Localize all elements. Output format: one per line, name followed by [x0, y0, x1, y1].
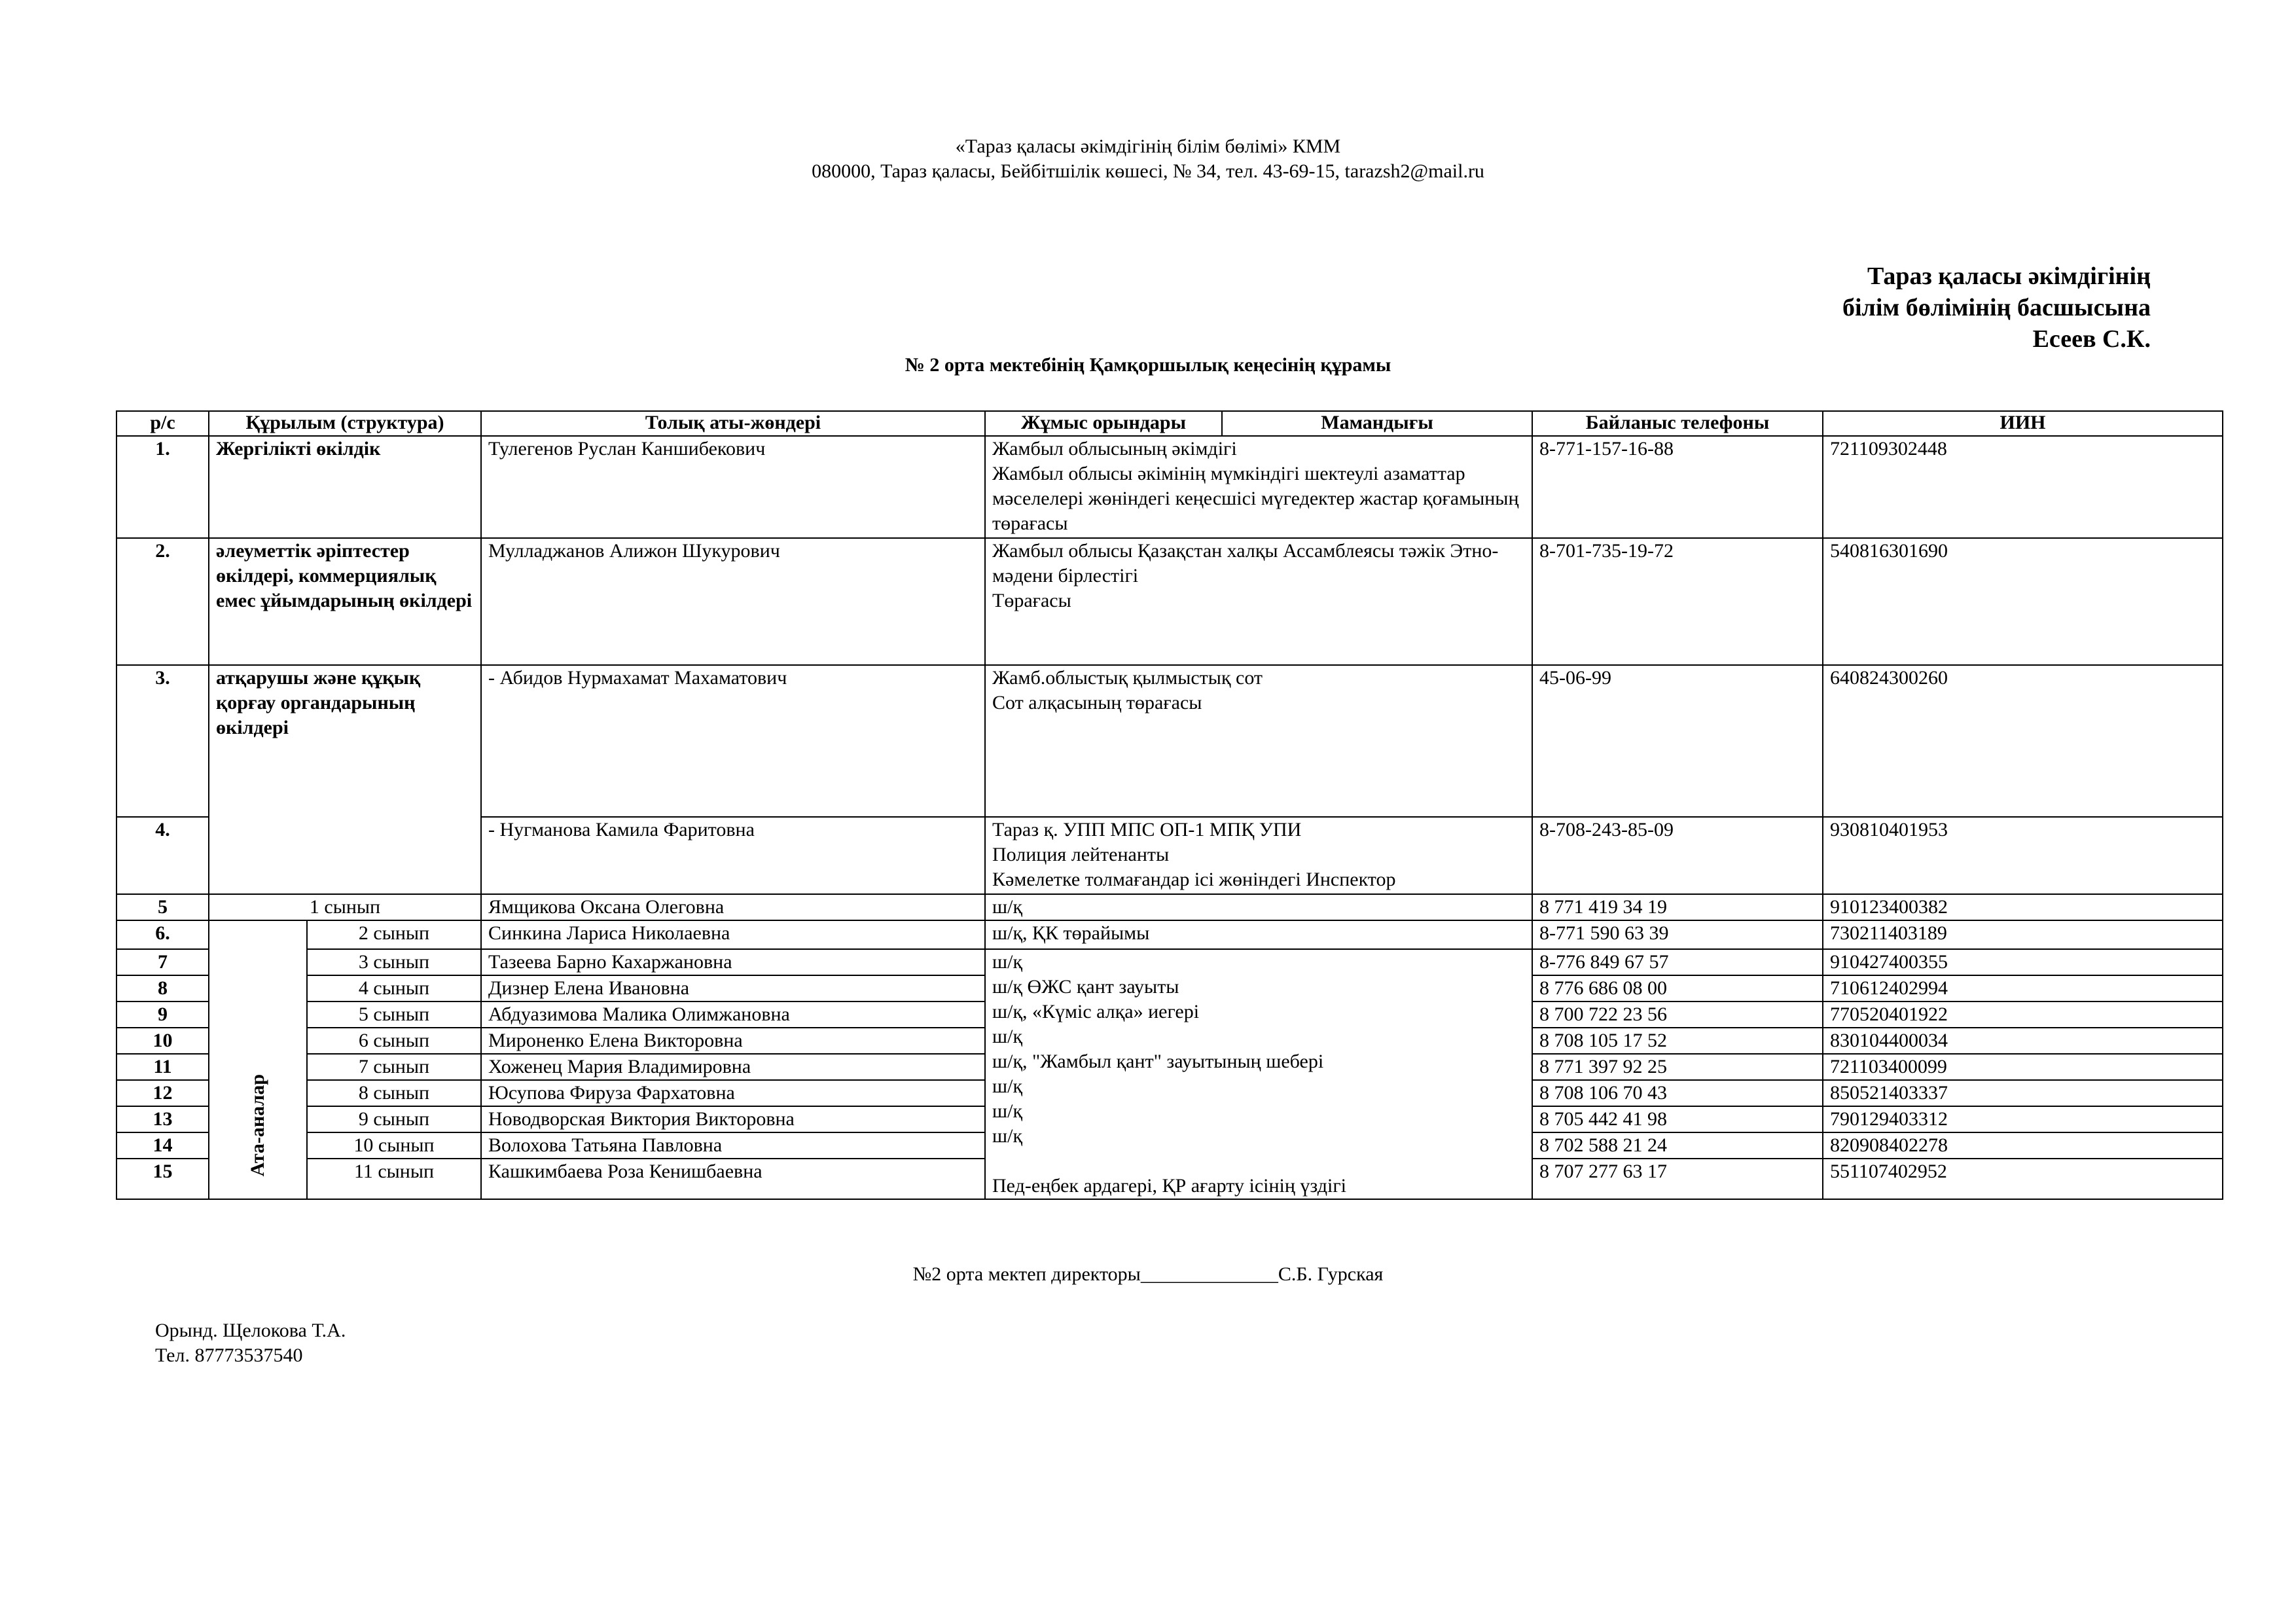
- row-name: Кашкимбаева Роза Кенишбаевна: [481, 1159, 985, 1199]
- header-num: р/с: [117, 411, 209, 436]
- row-name: Ямщикова Оксана Олеговна: [481, 894, 985, 920]
- row-name: - Нугманова Камила Фаритовна: [481, 817, 985, 894]
- row-iin: 721103400099: [1823, 1054, 2223, 1080]
- header-position: Мамандығы: [1222, 411, 1532, 436]
- row-num: 11: [117, 1054, 209, 1080]
- council-table: [116, 410, 2223, 1200]
- header-iin: ИИН: [1823, 411, 2223, 436]
- header-phone: Байланыс телефоны: [1532, 411, 1823, 436]
- row-work: Жамб.облыстық қылмыстық сот Сот алқасының төрағасы: [985, 665, 1532, 817]
- row-num: 1.: [117, 436, 209, 538]
- row-class: 10 сынып: [307, 1132, 481, 1159]
- row-work: ш/қ, ҚК төрайымы: [985, 920, 1532, 949]
- row-phone: 8 707 277 63 17: [1532, 1159, 1823, 1199]
- row-num: 12: [117, 1080, 209, 1106]
- row-structure: әлеуметтік әріптестер өкілдері, коммерциялық емес ұйымдарының өкілдері: [209, 538, 481, 665]
- row-class: 6 сынып: [307, 1028, 481, 1054]
- row-num: 4.: [117, 817, 209, 894]
- addressee-line: білім бөлімінің басшысына: [1842, 294, 2151, 321]
- row-phone: 8-708-243-85-09: [1532, 817, 1823, 894]
- row-name: Синкина Лариса Николаевна: [481, 920, 985, 949]
- row-num: 14: [117, 1132, 209, 1159]
- row-num: 9: [117, 1001, 209, 1028]
- row-phone: 8 771 419 34 19: [1532, 894, 1823, 920]
- row-iin: 721109302448: [1823, 436, 2223, 538]
- row-class: 2 сынып: [307, 920, 481, 949]
- addressee-block: [1842, 261, 2151, 355]
- row-class: 5 сынып: [307, 1001, 481, 1028]
- row-structure: Жергілікті өкілдік: [209, 436, 481, 538]
- row-num: 3.: [117, 665, 209, 817]
- row-num: 10: [117, 1028, 209, 1054]
- row-class: 3 сынып: [307, 949, 481, 975]
- row-iin: 730211403189: [1823, 920, 2223, 949]
- row-num: 5: [117, 894, 209, 920]
- row-phone: 45-06-99: [1532, 665, 1823, 817]
- row-num: 7: [117, 949, 209, 975]
- row-work: Жамбыл облысы Қазақстан халқы Ассамблеясы тәжік Этно-мәдени бірлестігі Төрағасы: [985, 538, 1532, 665]
- row-iin: 770520401922: [1823, 1001, 2223, 1028]
- row-name: Мулладжанов Алижон Шукурович: [481, 538, 985, 665]
- row-class: 9 сынып: [307, 1106, 481, 1132]
- row-phone: 8-776 849 67 57: [1532, 949, 1823, 975]
- org-address: 080000, Тараз қаласы, Бейбітшілік көшесі, № 34, тел. 43-69-15, tarazsh2@mail.ru: [812, 160, 1484, 182]
- header-name: Толық аты-жөндері: [481, 411, 985, 436]
- table-row: [117, 538, 2223, 665]
- header-work: Жұмыс орындары: [985, 411, 1222, 436]
- row-class: 1 сынып: [209, 894, 481, 920]
- row-phone: 8-701-735-19-72: [1532, 538, 1823, 665]
- row-name: Тулегенов Руслан Каншибекович: [481, 436, 985, 538]
- table-row: [117, 436, 2223, 538]
- row-class: 7 сынып: [307, 1054, 481, 1080]
- row-iin: 930810401953: [1823, 817, 2223, 894]
- row-name: Юсупова Фируза Фархатовна: [481, 1080, 985, 1106]
- row-phone: 8 702 588 21 24: [1532, 1132, 1823, 1159]
- row-iin: 710612402994: [1823, 975, 2223, 1001]
- executor-phone: Тел. 87773537540: [155, 1344, 303, 1366]
- row-num: 2.: [117, 538, 209, 665]
- row-phone: 8-771-157-16-88: [1532, 436, 1823, 538]
- row-name: Абдуазимова Малика Олимжановна: [481, 1001, 985, 1028]
- table-row: [117, 894, 2223, 920]
- addressee-line: Тараз қаласы әкімдігінің: [1867, 262, 2151, 290]
- row-num: 13: [117, 1106, 209, 1132]
- row-phone: 8 771 397 92 25: [1532, 1054, 1823, 1080]
- executor-name: Орынд. Щелокова Т.А.: [155, 1320, 346, 1341]
- table-header-row: [117, 411, 2223, 436]
- row-work: ш/қ: [985, 894, 1532, 920]
- org-name: «Тараз қаласы әкімдігінің білім бөлімі» КММ: [955, 135, 1341, 157]
- parents-group: [209, 920, 307, 1199]
- row-name: Волохова Татьяна Павловна: [481, 1132, 985, 1159]
- row-name: Новодворская Виктория Викторовна: [481, 1106, 985, 1132]
- row-name: Дизнер Елена Ивановна: [481, 975, 985, 1001]
- row-class: 11 сынып: [307, 1159, 481, 1199]
- row-name: Хоженец Мария Владимировна: [481, 1054, 985, 1080]
- row-num: 8: [117, 975, 209, 1001]
- row-num: 15: [117, 1159, 209, 1199]
- row-name: - Абидов Нурмахамат Махаматович: [481, 665, 985, 817]
- row-class: 4 сынып: [307, 975, 481, 1001]
- parents-work: ш/қ ш/қ ӨЖС қант зауыты ш/қ, «Күміс алқа» иегері ш/қ ш/қ, "Жамбыл қант" зауытының шебері ш/қ ш/қ ш/қ Пед-еңбек ардагері, ҚР ағарту ісінің үздігі: [985, 949, 1532, 1199]
- row-phone: 8-771 590 63 39: [1532, 920, 1823, 949]
- row-work: Жамбыл облысының әкімдігі Жамбыл облысы әкімінің мүмкіндігі шектеулі азаматтар мәселелері жөніндегі кеңесшісі мүгедектер жастар қоғамының төрағасы: [985, 436, 1532, 538]
- row-name: Мироненко Елена Викторовна: [481, 1028, 985, 1054]
- row-phone: 8 708 106 70 43: [1532, 1080, 1823, 1106]
- row-num: 6.: [117, 920, 209, 949]
- row-phone: 8 700 722 23 56: [1532, 1001, 1823, 1028]
- row-name: Тазеева Барно Кахаржановна: [481, 949, 985, 975]
- director-signature: №2 орта мектеп директоры______________С.Б. Гурская: [912, 1263, 1384, 1285]
- row-iin: 640824300260: [1823, 665, 2223, 817]
- row-iin: 540816301690: [1823, 538, 2223, 665]
- header-structure: Құрылым (структура): [209, 411, 481, 436]
- document-title: № 2 орта мектебінің Қамқоршылық кеңесінің құрамы: [905, 354, 1391, 376]
- row-phone: 8 776 686 08 00: [1532, 975, 1823, 1001]
- table-row: [117, 665, 2223, 817]
- row-iin: 850521403337: [1823, 1080, 2223, 1106]
- footer: [155, 1318, 346, 1368]
- row-iin: 551107402952: [1823, 1159, 2223, 1199]
- parents-label: Ата-аналар: [247, 1074, 268, 1176]
- row-iin: 830104400034: [1823, 1028, 2223, 1054]
- row-class: 8 сынып: [307, 1080, 481, 1106]
- table-row: [117, 949, 2223, 975]
- row-work: Тараз қ. УПП МПС ОП-1 МПҚ УПИ Полиция лейтенанты Кәмелетке толмағандар ісі жөніндегі Инспектор: [985, 817, 1532, 894]
- row-structure: атқарушы және құқық қорғау органдарының өкілдері: [209, 665, 481, 894]
- row-iin: 790129403312: [1823, 1106, 2223, 1132]
- row-iin: 820908402278: [1823, 1132, 2223, 1159]
- addressee-name: Есеев С.К.: [2032, 325, 2151, 353]
- row-iin: 910427400355: [1823, 949, 2223, 975]
- row-phone: 8 705 442 41 98: [1532, 1106, 1823, 1132]
- table-row: [117, 920, 2223, 949]
- row-phone: 8 708 105 17 52: [1532, 1028, 1823, 1054]
- row-iin: 910123400382: [1823, 894, 2223, 920]
